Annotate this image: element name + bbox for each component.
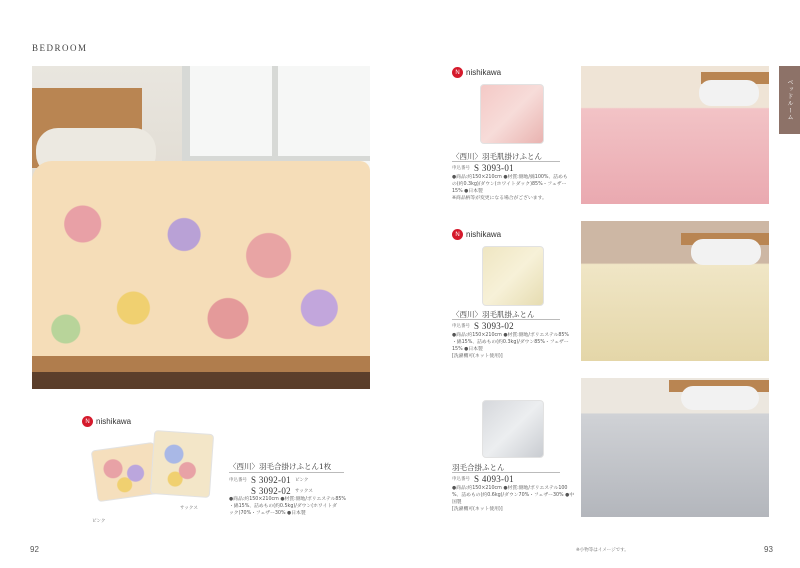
product-main-description [229,496,359,517]
desc-line: 国製 [452,500,462,505]
product-3-name: 羽毛合掛ふとん [452,463,505,472]
floral-comforter-illustration [32,161,370,371]
divider [452,472,560,473]
product-image-sax[interactable] [150,430,214,498]
product-2-description [452,332,576,360]
bed-frame-illustration [32,356,370,372]
product-image-pink-quilt[interactable] [480,84,544,144]
order-code-row [452,163,514,173]
product-image-grey-quilt[interactable] [482,400,544,458]
main-bedroom-photo [32,66,370,389]
order-code-row [452,321,514,331]
product-image-cream-quilt[interactable] [482,246,544,306]
order-label: 申込番号 [452,324,470,329]
nishikawa-mark-icon: N [452,67,463,78]
order-label: 申込番号 [452,477,470,482]
brand-name: nishikawa [466,230,502,239]
swatch-label-pink: ピンク [92,519,106,524]
section-title: BEDROOM [32,43,88,53]
desc-line: [洗濯機可(ネット使用)] [452,354,503,359]
grey-quilt-room-photo [581,378,769,517]
order-code: S 3093-01 [474,163,514,173]
page-number-right: 93 [764,545,773,554]
order-code-row [229,475,308,485]
pink-quilt-room-photo [581,66,769,204]
nishikawa-mark-icon: N [452,229,463,240]
category-tab[interactable]: ベッドルーム [779,66,800,134]
product-3-description [452,485,576,513]
nishikawa-logo [452,229,501,240]
desc-line: ※商品柄等が変更になる場合がございます。 [452,196,547,201]
desc-line: ・綿15%、詰めもの(約0.5kg)/ダウン(ホワイトダ [229,504,337,509]
order-variant: ピンク [294,478,309,483]
desc-line: ●商品:約150×210cm ●材質:側地/ポリエステル85% [452,333,569,338]
footnote: ※小物等はイメージです。 [576,548,629,553]
desc-line: ック)70%・フェザー30% ●日本製 [229,511,306,516]
product-2-name: 〈西川〉羽毛肌掛ふとん [452,310,535,319]
desc-line: 15% ●日本製 [452,189,483,194]
product-main-name: 〈西川〉羽毛合掛けふとん1枚 [229,462,332,471]
desc-line: 15% ●日本製 [452,347,483,352]
order-code: S 3093-02 [474,321,514,331]
order-variant: サックス [294,489,313,494]
desc-line: %、詰めもの(約0.6kg)/ダウン70%・フェザー30% ●中 [452,493,575,498]
divider [452,319,560,320]
order-label: 申込番号 [229,478,247,483]
page-number-left: 92 [30,545,39,554]
order-code-row [251,486,313,496]
nishikawa-logo [452,67,501,78]
order-label: 申込番号 [452,166,470,171]
product-1-description [452,174,576,202]
nishikawa-logo [82,416,131,427]
divider [229,472,344,473]
desc-line: ●商品:約150×210cm ●材質:側地/ポリエステル100 [452,486,568,491]
desc-line: ・綿15%、詰めもの(約0.3kg)/ダウン85%・フェザー [452,340,569,345]
brand-name: nishikawa [466,68,502,77]
order-code: S 4093-01 [474,474,514,484]
order-code: S 3092-02 [251,486,291,496]
divider [452,161,560,162]
desc-line: の(約0.3kg)/ダウン(ホワイトダック)85%・フェザー [452,182,567,187]
product-1-name: 〈西川〉羽毛肌掛けふとん [452,152,542,161]
swatch-label-sax: サックス [180,506,198,511]
desc-line: ●商品:約150×210cm ●材質:側地/綿100%、詰めも [452,175,568,180]
desc-line: ●商品:約150×210cm ●材質:側地/ポリエステル85% [229,497,346,502]
nishikawa-mark-icon: N [82,416,93,427]
order-code: S 3092-01 [251,475,291,485]
brand-name: nishikawa [96,417,132,426]
desc-line: [洗濯機可(ネット使用)] [452,507,503,512]
order-code-row [452,474,514,484]
cream-quilt-room-photo [581,221,769,361]
